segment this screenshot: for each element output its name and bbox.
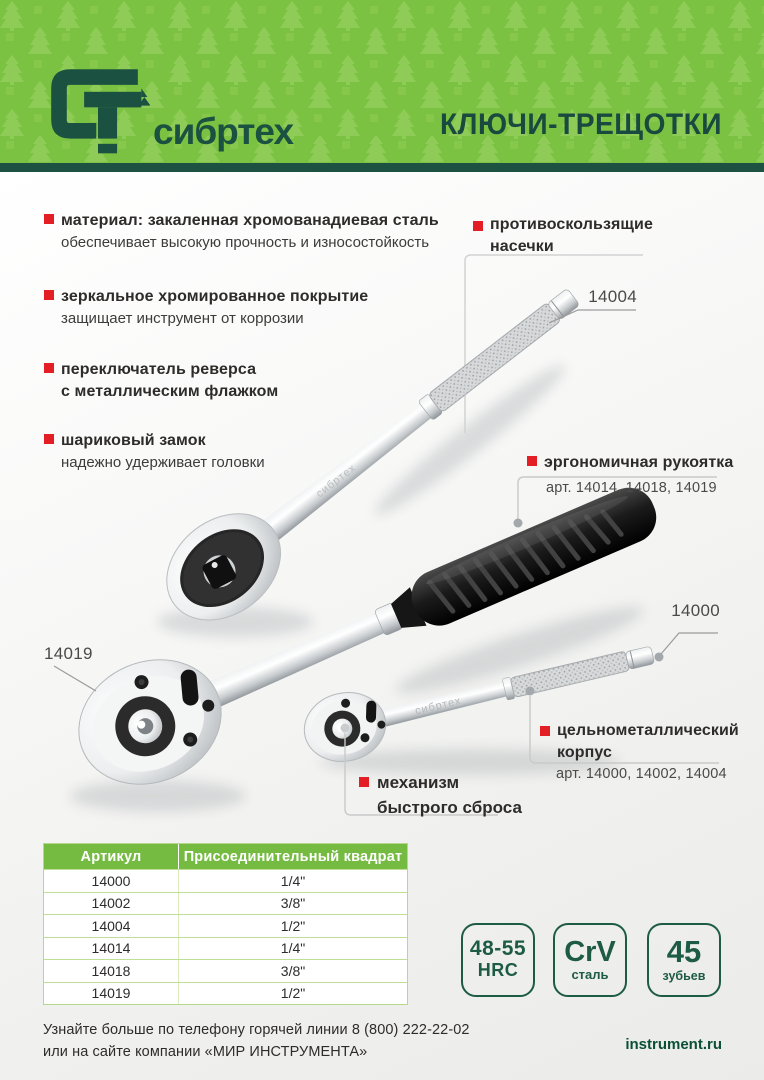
- cell-drive: 1/4": [280, 872, 306, 889]
- feature-reverse-switch: [44, 359, 454, 403]
- cell-drive: 3/8": [280, 962, 306, 979]
- callout-ergonomic-handle: [527, 452, 757, 474]
- callout-title: эргономичная рукоятка: [544, 454, 734, 471]
- feature-chrome-coating: [44, 286, 454, 330]
- red-square-bullet-icon: [44, 434, 54, 444]
- callout-quick-release: [359, 770, 569, 820]
- articles-for-body: арт. 14000, 14002, 14004: [556, 766, 727, 782]
- table-row: [44, 959, 407, 982]
- table-row: [44, 869, 407, 892]
- red-square-bullet-icon: [44, 214, 54, 224]
- callout-all-metal-body: [540, 720, 750, 764]
- red-square-bullet-icon: [540, 726, 550, 736]
- sibrtech-logo-icon: [46, 64, 150, 156]
- feature-title: шариковый замок: [61, 432, 206, 449]
- badge-hardness-hrc: [461, 923, 535, 997]
- article-label-14019: 14019: [44, 644, 93, 663]
- table-row: [44, 982, 407, 1005]
- cell-drive: 3/8": [280, 895, 306, 912]
- article-label-14000: 14000: [671, 601, 720, 620]
- table-row: [44, 937, 407, 960]
- red-square-bullet-icon: [44, 363, 54, 373]
- callout-title-line2: насечки: [490, 238, 554, 255]
- callout-title: цельнометаллический: [557, 722, 739, 739]
- column-header-article: Артикул: [44, 844, 179, 869]
- callout-title: механизм: [377, 773, 460, 792]
- badge-value: CrV: [564, 935, 616, 968]
- instrument-ru-link[interactable]: instrument.ru: [625, 1036, 722, 1053]
- red-square-bullet-icon: [473, 221, 483, 231]
- feature-ball-lock: [44, 430, 454, 474]
- header: [0, 0, 764, 172]
- feature-material: [44, 210, 454, 254]
- brand-name: сибртех: [153, 111, 294, 152]
- callout-title: противоскользящие: [490, 216, 653, 233]
- column-header-drive-square: Присоединительный квадрат: [183, 848, 403, 865]
- feature-title: переключатель реверса: [61, 361, 257, 378]
- badge-45-teeth: [647, 923, 721, 997]
- cell-article: 14019: [44, 983, 179, 1005]
- red-square-bullet-icon: [527, 456, 537, 466]
- feature-desc: защищает инструмент от коррозии: [61, 310, 304, 327]
- red-square-bullet-icon: [359, 777, 369, 787]
- badge-crv-steel: [553, 923, 627, 997]
- table-header-row: [44, 844, 407, 869]
- feature-title: материал: закаленная хромованадиевая сталь: [61, 212, 439, 229]
- svg-text:сибртех: сибртех: [313, 461, 359, 501]
- cell-drive: 1/2": [280, 917, 306, 934]
- cell-drive: 1/2": [280, 985, 306, 1002]
- article-spec-table: [43, 843, 408, 1005]
- footer-company: или на сайте компании «МИР ИНСТРУМЕНТА»: [43, 1044, 368, 1060]
- cell-article: 14000: [44, 870, 179, 892]
- badge-value: 45: [666, 934, 702, 970]
- badge-unit: HRC: [477, 960, 519, 981]
- footer-hotline: Узнайте больше по телефону горячей линии 8 (800) 222-22-02: [43, 1022, 470, 1038]
- articles-for-handle: арт. 14014, 14018, 14019: [546, 480, 717, 496]
- badge-unit: зубьев: [662, 968, 706, 983]
- callout-title-line2: корпус: [557, 744, 613, 761]
- red-square-bullet-icon: [44, 290, 54, 300]
- page-title: КЛЮЧИ-ТРЕЩОТКИ: [440, 108, 722, 141]
- feature-title: зеркальное хромированное покрытие: [61, 288, 369, 305]
- feature-desc: обеспечивает высокую прочность и износостойкость: [61, 234, 430, 251]
- cell-article: 14014: [44, 938, 179, 960]
- svg-text:сибртех: сибртех: [413, 694, 463, 718]
- cell-article: 14002: [44, 893, 179, 915]
- badge-value: 48-55: [469, 937, 527, 961]
- feature-title-line2: с металлическим флажком: [61, 383, 279, 400]
- article-label-14004: 14004: [588, 287, 637, 306]
- cell-drive: 1/4": [280, 940, 306, 957]
- table-row: [44, 914, 407, 937]
- badge-unit: сталь: [571, 967, 609, 983]
- callout-anti-slip-knurling: [473, 214, 693, 258]
- feature-desc: надежно удерживает головки: [61, 454, 265, 471]
- table-row: [44, 892, 407, 915]
- callout-title-line2: быстрого сброса: [377, 798, 522, 817]
- cell-article: 14004: [44, 915, 179, 937]
- cell-article: 14018: [44, 960, 179, 982]
